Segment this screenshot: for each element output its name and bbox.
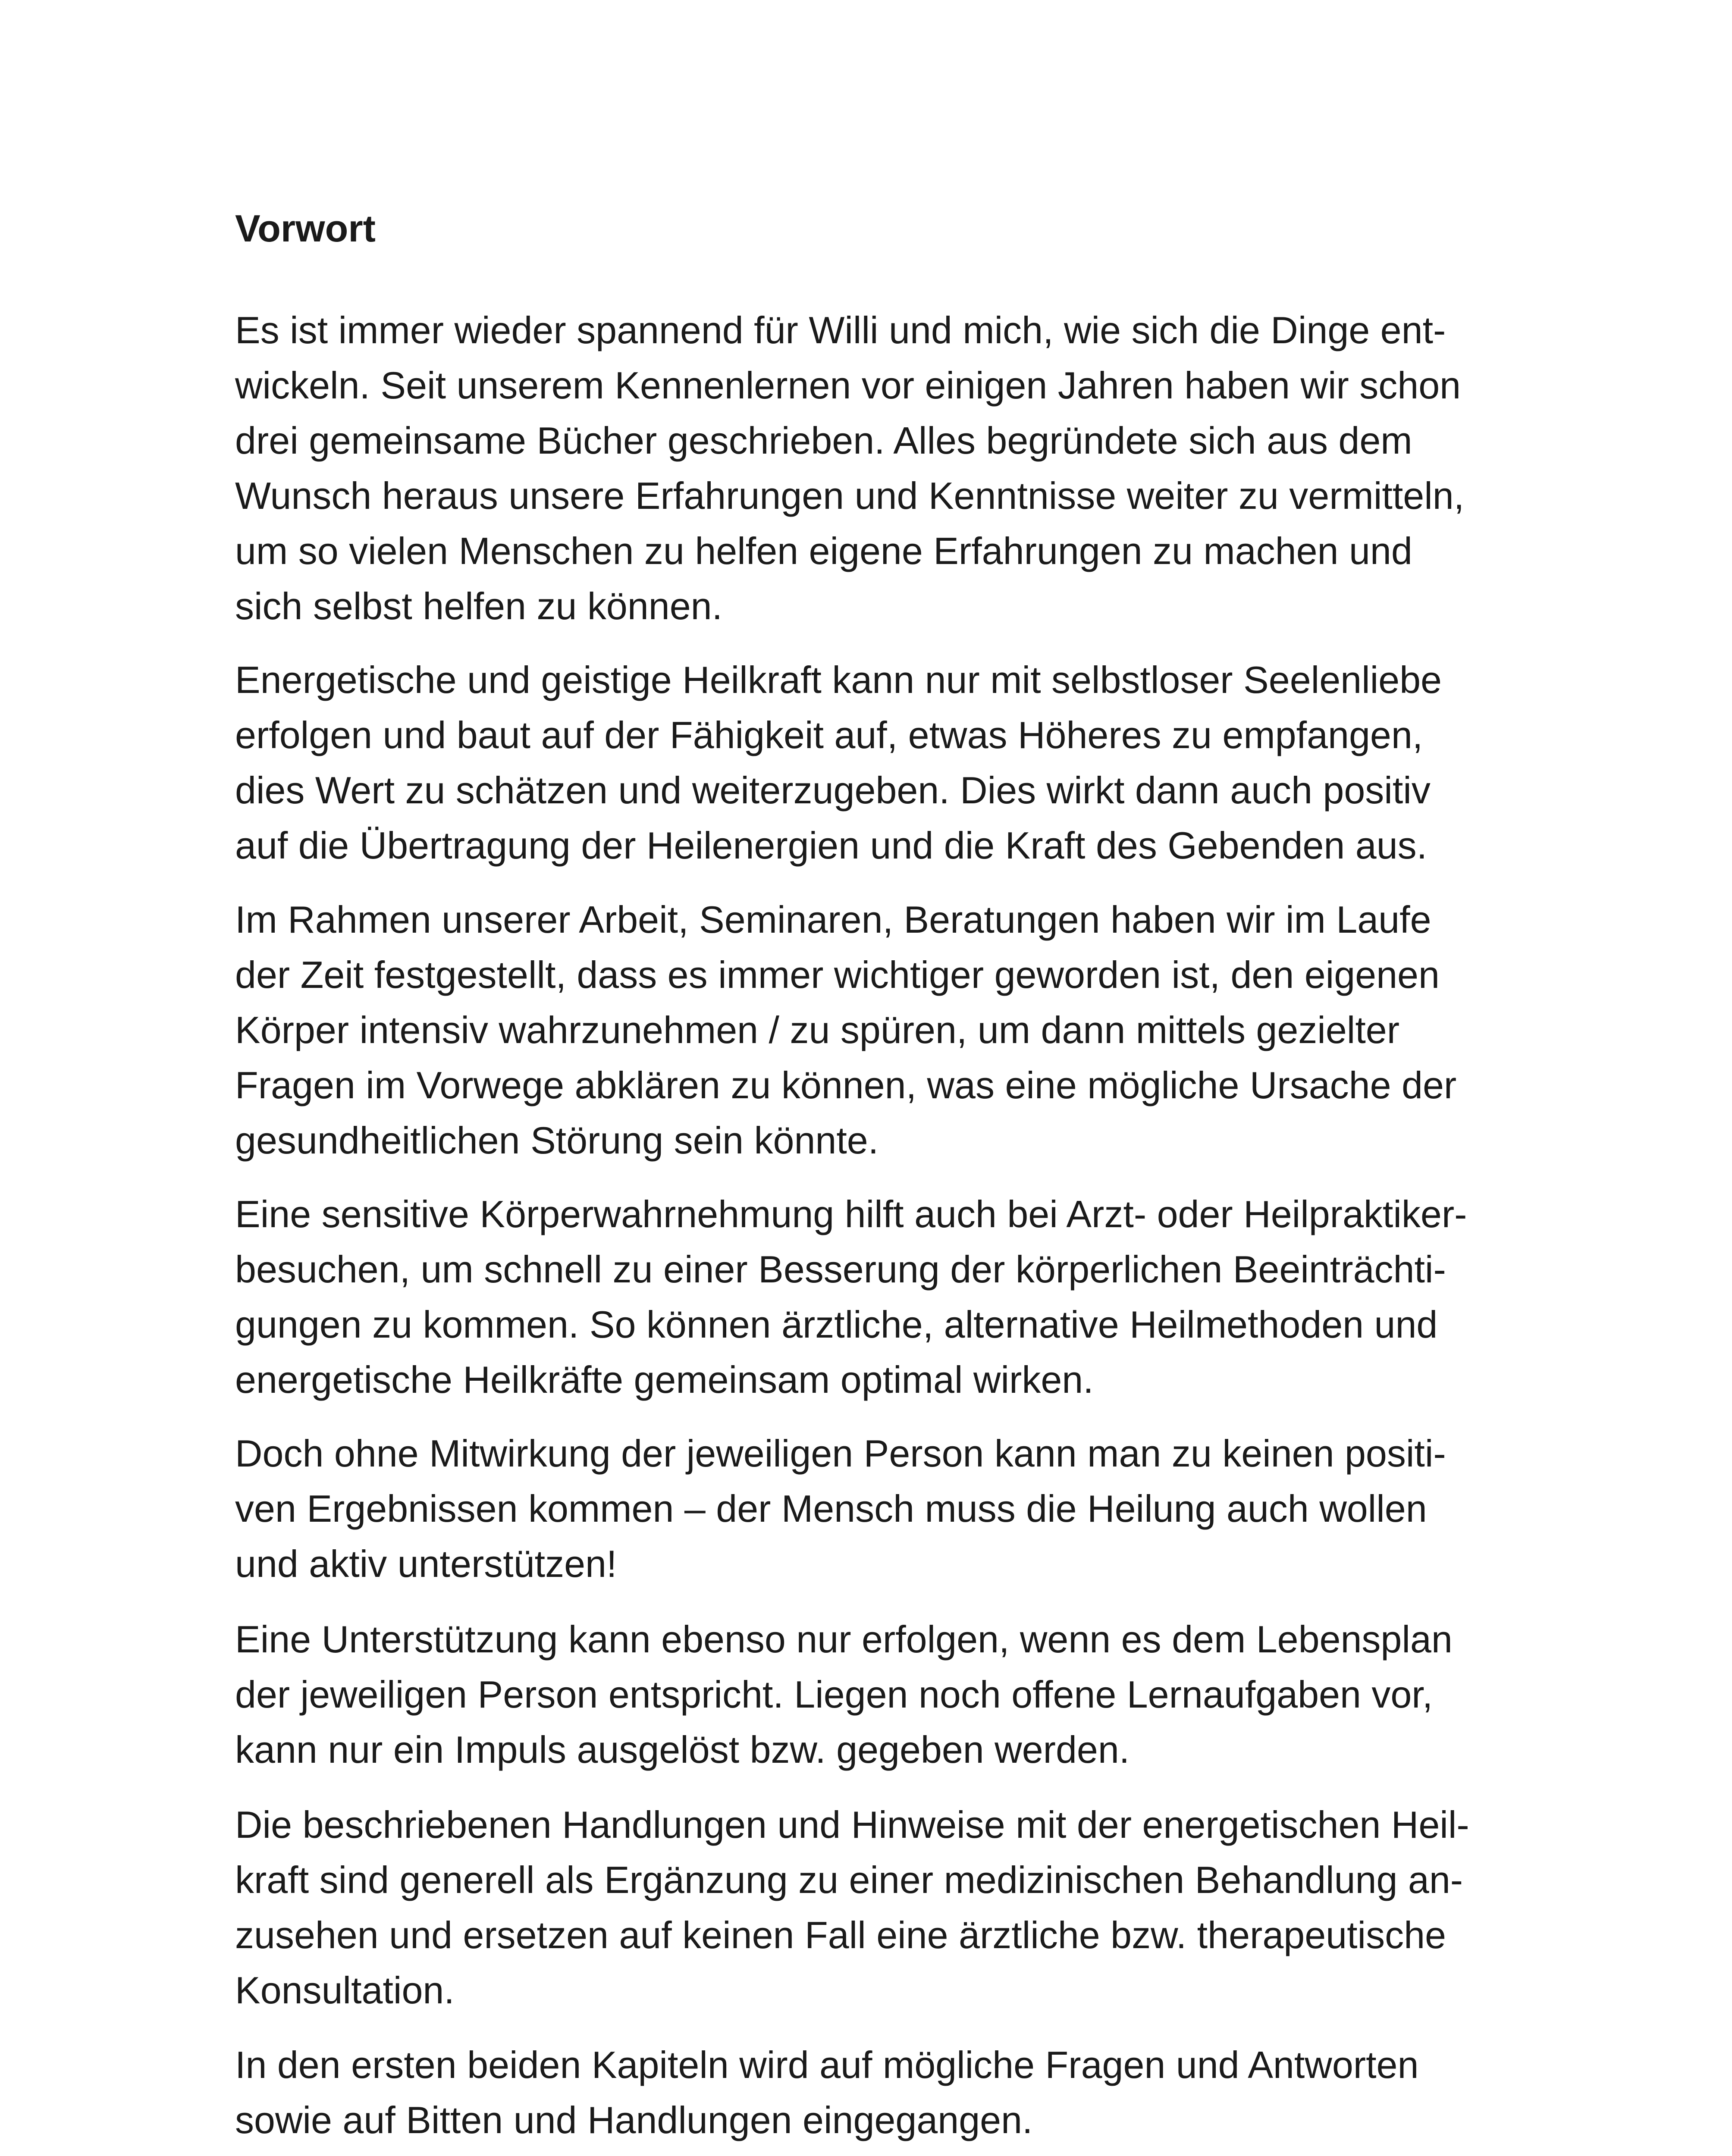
text-line: kann nur ein Impuls ausgelöst bzw. gegeben werden. <box>235 1728 1130 1771</box>
paragraph-3 <box>235 892 1456 1168</box>
text-line: dies Wert zu schätzen und weiterzugeben. Dies wirkt dann auch positiv <box>235 769 1431 812</box>
paragraph-6 <box>235 1612 1453 1777</box>
text-line: sich selbst helfen zu können. <box>235 585 723 627</box>
text-line: Eine Unterstützung kann ebenso nur erfolgen, wenn es dem Lebensplan <box>235 1618 1453 1661</box>
text-line: Körper intensiv wahrzunehmen / zu spüren, um dann mittels gezielter <box>235 1009 1400 1051</box>
text-line: Wunsch heraus unsere Erfahrungen und Kenntnisse weiter zu vermitteln, <box>235 474 1465 517</box>
text-line: Konsultation. <box>235 1969 455 2012</box>
text-line: erfolgen und baut auf der Fähigkeit auf, etwas Höheres zu empfangen, <box>235 714 1423 756</box>
text-line: Im Rahmen unserer Arbeit, Seminaren, Beratungen haben wir im Laufe <box>235 898 1431 941</box>
paragraph-4 <box>235 1187 1467 1407</box>
text-line: Doch ohne Mitwirkung der jeweiligen Person kann man zu keinen positi- <box>235 1432 1446 1475</box>
text-line: Fragen im Vorwege abklären zu können, was eine mögliche Ursache der <box>235 1064 1457 1106</box>
text-line: sowie auf Bitten und Handlungen eingegangen. <box>235 2099 1033 2141</box>
text-line: ven Ergebnissen kommen – der Mensch muss die Heilung auch wollen <box>235 1487 1427 1530</box>
text-line: drei gemeinsame Bücher geschrieben. Alles begründete sich aus dem <box>235 419 1412 462</box>
paragraph-2 <box>235 652 1442 873</box>
text-line: der jeweiligen Person entspricht. Liegen noch offene Lernaufgaben vor, <box>235 1673 1433 1716</box>
text-line: zusehen und ersetzen auf keinen Fall eine ärztliche bzw. therapeutische <box>235 1914 1446 1956</box>
page-title: Vorwort <box>235 207 376 250</box>
text-line: der Zeit festgestellt, dass es immer wichtiger geworden ist, den eigenen <box>235 953 1440 996</box>
text-line: gesundheitlichen Störung sein könnte. <box>235 1119 879 1162</box>
text-line: kraft sind generell als Ergänzung zu einer medizinischen Behandlung an- <box>235 1858 1463 1901</box>
text-line: besuchen, um schnell zu einer Besserung der körperlichen Beeinträchti- <box>235 1248 1446 1291</box>
text-line: um so vielen Menschen zu helfen eigene Erfahrungen zu machen und <box>235 530 1412 572</box>
text-line: energetische Heilkräfte gemeinsam optimal wirken. <box>235 1358 1094 1401</box>
paragraph-5 <box>235 1426 1446 1592</box>
text-line: auf die Übertragung der Heilenergien und die Kraft des Gebenden aus. <box>235 824 1428 867</box>
text-line: Eine sensitive Körperwahrnehmung hilft auch bei Arzt- oder Heilpraktiker- <box>235 1193 1467 1235</box>
text-line: gungen zu kommen. So können ärztliche, alternative Heilmethoden und <box>235 1303 1438 1346</box>
paragraph-1 <box>235 303 1464 634</box>
text-line: wickeln. Seit unserem Kennenlernen vor einigen Jahren haben wir schon <box>235 364 1461 407</box>
paragraph-8 <box>235 2037 1418 2148</box>
text-line: In den ersten beiden Kapiteln wird auf mögliche Fragen und Antworten <box>235 2043 1419 2086</box>
paragraph-7 <box>235 1797 1469 2018</box>
text-line: und aktiv unterstützen! <box>235 1542 617 1585</box>
text-line: Es ist immer wieder spannend für Willi und mich, wie sich die Dinge ent- <box>235 309 1446 351</box>
text-line: Energetische und geistige Heilkraft kann nur mit selbstloser Seelenliebe <box>235 658 1442 701</box>
text-line: Die beschriebenen Handlungen und Hinweise mit der energetischen Heil- <box>235 1803 1469 1846</box>
